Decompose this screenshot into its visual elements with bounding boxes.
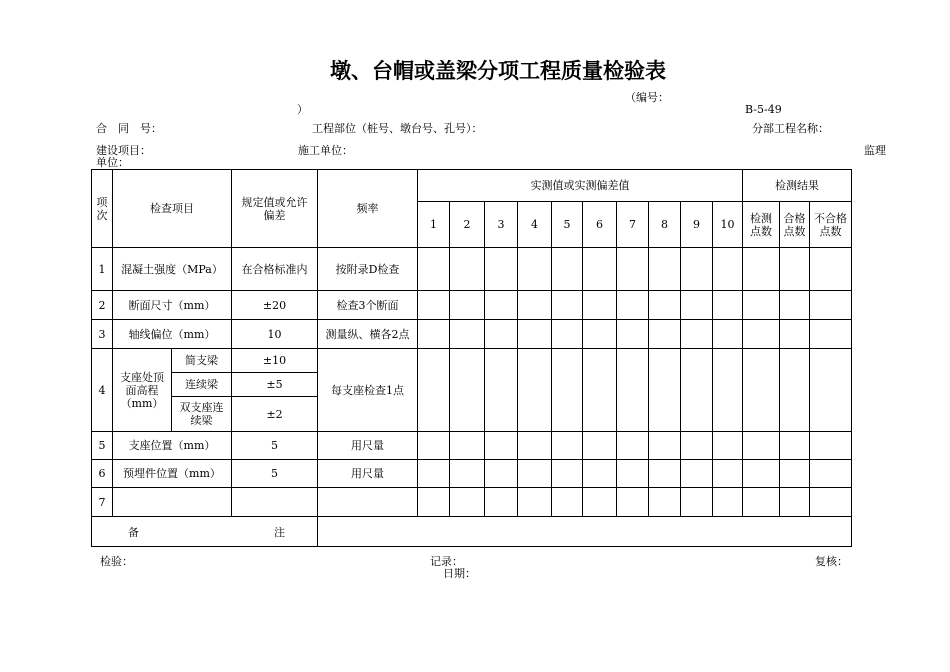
result-failed-points: 不合格点数 xyxy=(810,202,852,248)
row-spec: 5 xyxy=(232,432,318,460)
header-frequency: 频率 xyxy=(318,170,418,248)
sub-item-continuous: 连续梁 xyxy=(172,373,232,397)
row-frequency xyxy=(318,488,418,517)
measure-col-7: 7 xyxy=(617,202,649,248)
recorder-label: 记录： xyxy=(430,555,463,568)
measure-col-3: 3 xyxy=(485,202,518,248)
remarks-label-a: 备 xyxy=(128,526,139,539)
table-row xyxy=(92,488,852,517)
row-frequency: 每支座检查1点 xyxy=(318,349,418,432)
row-no: 2 xyxy=(92,291,113,320)
inspection-table xyxy=(91,169,852,547)
table-row xyxy=(92,460,852,488)
division-label: 分部工程名称： xyxy=(752,122,829,135)
measure-col-6: 6 xyxy=(583,202,617,248)
sub-spec: ±2 xyxy=(232,397,318,432)
table-row xyxy=(92,291,852,320)
measure-col-8: 8 xyxy=(649,202,681,248)
row-spec: 在合格标准内 xyxy=(232,248,318,291)
row-spec: 10 xyxy=(232,320,318,349)
row-no: 7 xyxy=(92,488,113,517)
row-frequency: 用尺量 xyxy=(318,460,418,488)
row-item: 支座处顶面高程（mm） xyxy=(113,349,172,432)
page-title: 墩、台帽或盖梁分项工程质量检验表 xyxy=(330,58,666,83)
row-no: 3 xyxy=(92,320,113,349)
result-passed-points: 合格点数 xyxy=(780,202,810,248)
project-label: 建设项目： xyxy=(96,144,151,157)
sub-item-double-support: 双支座连续梁 xyxy=(172,397,232,432)
remarks-row xyxy=(92,517,852,547)
measure-col-5: 5 xyxy=(552,202,583,248)
remarks-label-b: 注 xyxy=(274,526,285,539)
location-label: 工程部位（桩号、墩台号、孔号）： xyxy=(312,122,483,135)
supervisor-label-part2: 单位： xyxy=(96,156,129,169)
table-row xyxy=(92,349,852,373)
row-frequency: 测量纵、横各2点 xyxy=(318,320,418,349)
date-label: 日期： xyxy=(443,567,476,580)
row-spec: 5 xyxy=(232,460,318,488)
row-frequency: 用尺量 xyxy=(318,432,418,460)
form-number: B-5-49 xyxy=(745,103,782,116)
header-measured: 实测值或实测偏差值 xyxy=(418,170,743,202)
table-row xyxy=(92,248,852,291)
row-no: 4 xyxy=(92,349,113,432)
row-no: 1 xyxy=(92,248,113,291)
measure-col-10: 10 xyxy=(713,202,743,248)
code-close: ） xyxy=(297,103,308,116)
header-check-item: 检查项目 xyxy=(113,170,232,248)
header-spec: 规定值或允许偏差 xyxy=(232,170,318,248)
measure-col-9: 9 xyxy=(681,202,713,248)
contract-no-label: 合 同 号： xyxy=(96,122,162,135)
row-item: 支座位置（mm） xyxy=(113,432,232,460)
sub-spec: ±10 xyxy=(232,349,318,373)
row-frequency: 检查3个断面 xyxy=(318,291,418,320)
inspector-label: 检验： xyxy=(100,555,133,568)
code-label: （编号： xyxy=(625,91,669,104)
measure-col-2: 2 xyxy=(450,202,485,248)
header-result: 检测结果 xyxy=(743,170,852,202)
contractor-label: 施工单位： xyxy=(298,144,353,157)
row-spec: ±20 xyxy=(232,291,318,320)
table-row xyxy=(92,320,852,349)
row-item: 轴线偏位（mm） xyxy=(113,320,232,349)
row-frequency: 按附录D检查 xyxy=(318,248,418,291)
measure-col-4: 4 xyxy=(518,202,552,248)
reviewer-label: 复核： xyxy=(815,555,848,568)
header-item-no: 项次 xyxy=(92,170,113,248)
remarks-field[interactable] xyxy=(318,517,852,547)
row-item: 混凝土强度（MPa） xyxy=(113,248,232,291)
measure-col-1: 1 xyxy=(418,202,450,248)
table-row xyxy=(92,432,852,460)
supervisor-label-part1: 监理 xyxy=(864,144,886,157)
sub-item-simply-supported: 简支梁 xyxy=(172,349,232,373)
row-no: 5 xyxy=(92,432,113,460)
row-item: 预埋件位置（mm） xyxy=(113,460,232,488)
row-item xyxy=(113,488,232,517)
row-spec xyxy=(232,488,318,517)
row-no: 6 xyxy=(92,460,113,488)
result-checked-points: 检测点数 xyxy=(743,202,780,248)
sub-spec: ±5 xyxy=(232,373,318,397)
row-item: 断面尺寸（mm） xyxy=(113,291,232,320)
